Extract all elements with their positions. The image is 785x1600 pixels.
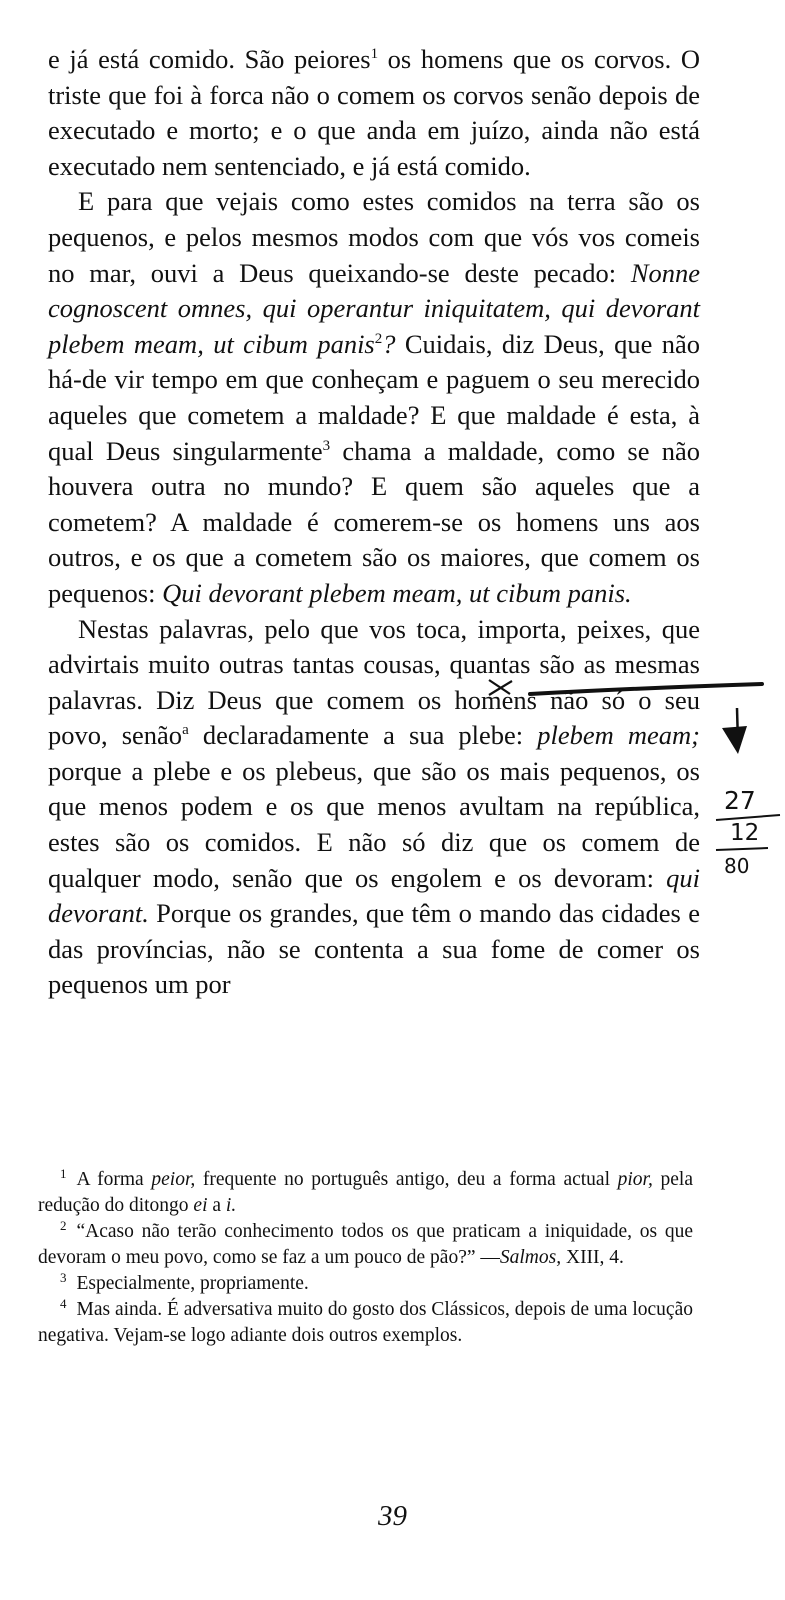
text-run: A forma — [76, 1169, 152, 1190]
page-number: 39 — [378, 1500, 407, 1532]
handwritten-number-bottom: 80 — [724, 854, 750, 878]
text-run: Nestas palavras, pelo que vos toca, importa, peixes, que advirtais muito outras tantas cousas, quantas são as mesmas palavras. Diz Deus que comem os homens não só o seu povo, senão — [48, 613, 700, 751]
text-run: e já está comido. São peiores — [48, 44, 371, 74]
text-run: E para que vejais como estes comidos na terra são os pequenos, e pelos mesmos modos com que vós vos comeis no mar, ouvi a Deus queixando-se deste pecado: — [48, 186, 700, 288]
handwritten-arrow-shaft — [737, 708, 738, 744]
footnote — [38, 1271, 693, 1297]
footnote — [38, 1167, 693, 1219]
footnotes — [38, 1167, 693, 1349]
main-text — [48, 42, 700, 1003]
italic-text: Nonne cognoscent omnes, qui operantur iniquitatem, qui devorant plebem meam, ut cibum panis — [48, 257, 700, 359]
note-reference: 2 — [374, 330, 383, 347]
paragraph — [48, 42, 700, 184]
italic-text: i. — [225, 1195, 237, 1216]
text-run: Mas ainda. É adversativa muito do gosto dos Clássicos, depois de uma locução negativa. Vejam-se logo adiante dois outros exemplos. — [38, 1299, 693, 1346]
footnote — [38, 1219, 693, 1271]
text-run: Especialmente, propriamente. — [76, 1273, 309, 1294]
handwritten-number-top: 27 — [724, 786, 756, 815]
handwritten-number-middle: 12 — [730, 820, 760, 846]
italic-text: plebem meam; — [537, 720, 700, 751]
italic-text: Qui devorant plebem meam, ut cibum panis. — [162, 577, 632, 608]
italic-text: qui devorant. — [48, 862, 700, 929]
text-run: frequente no português antigo, deu a forma actual — [195, 1169, 618, 1190]
footnote-number: 3 — [60, 1269, 67, 1285]
text-run: declaradamente a sua plebe: — [188, 720, 538, 751]
footnote-number: 4 — [60, 1295, 67, 1311]
italic-text: ? — [382, 328, 396, 359]
footnote-number: 2 — [60, 1217, 67, 1233]
handwritten-total-line — [716, 848, 768, 850]
text-run: “Acaso não terão conhecimento todos os que praticam a iniquidade, os que devoram o meu povo, como se faz a um pouco de pão?” — — [38, 1221, 693, 1268]
paragraph — [48, 612, 700, 1004]
handwritten-sum-line — [716, 815, 780, 820]
note-reference: a — [182, 722, 189, 739]
italic-text: Salmos, — [499, 1247, 562, 1268]
handwritten-arrow-head — [722, 726, 747, 754]
text-run: os homens que os corvos. O triste que foi à forca não o comem os corvos senão depois de executado e morto; e o que anda em juízo, ainda não está executado nem sentenciado, e já está comido. — [48, 44, 700, 181]
text-run: XIII, 4. — [561, 1247, 624, 1268]
note-reference: 1 — [370, 46, 379, 63]
footnote — [38, 1297, 693, 1349]
text-run: chama a maldade, como se não houvera outra no mundo? E quem são aqueles que a cometem? A maldade é comerem-se os homens uns aos outros, e os que a cometem são os maiores, que comem os pequenos: — [48, 435, 700, 608]
italic-text: ei — [193, 1195, 208, 1216]
text-run: Cuidais, diz Deus, que não há-de vir tempo em que conheçam e paguem o seu merecido aqueles que cometem a maldade? E que maldade é esta, à qual Deus singularmente — [48, 328, 700, 466]
italic-text: peior, — [151, 1169, 196, 1190]
text-run: pela redução do ditongo — [38, 1169, 694, 1216]
text-run: porque a plebe e os plebeus, que são os mais pequenos, os que menos podem e os que menos avultam na república, estes são os comidos. E não só diz que os comem de qualquer modo, senão que os engolem e os devoram: — [48, 755, 700, 893]
text-run: a — [207, 1195, 226, 1216]
note-reference: 3 — [322, 437, 331, 454]
italic-text: pior, — [617, 1169, 653, 1190]
text-run: Porque os grandes, que têm o mando das cidades e das províncias, não se contenta a sua fome de comer os pequenos um por — [48, 898, 700, 1000]
paragraph — [48, 184, 700, 611]
footnote-number: 1 — [60, 1165, 67, 1181]
